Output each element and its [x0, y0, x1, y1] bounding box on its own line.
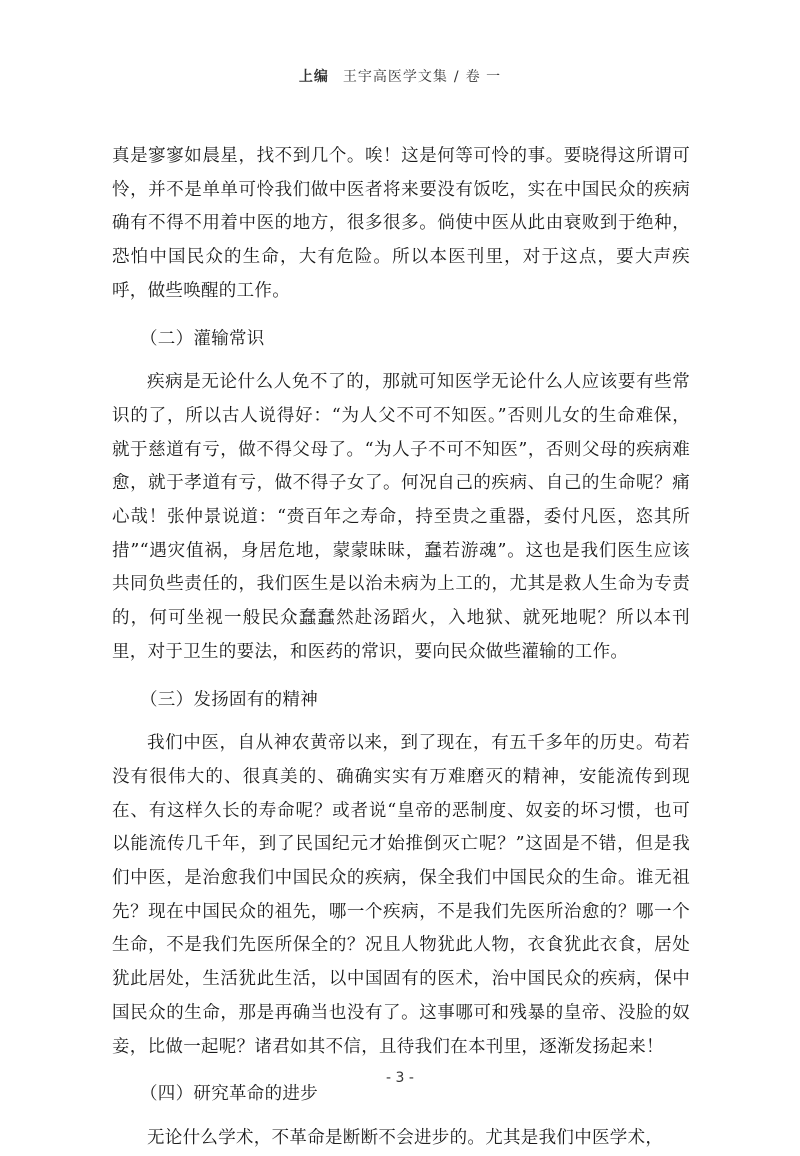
paragraph-common-knowledge: 疾病是无论什么人免不了的，那就可知医学无论什么人应该要有些常识的了，所以古人说得好：“为人父不可不知医。”否则儿女的生命难保，就于慈道有亏，做不得父母了。“为人子不可不知医”，否则父母的疾病难愈，就于孝道有亏，做不得子女了。何况自己的疾病、自己的生命呢？痛心哉！张仲景说道：“赍百年之寿命，持至贵之重器，委付凡医，恣其所措”“遇灾值祸，身居危地，蒙蒙昧昧，蠢若游魂”。这也是我们医生应该共同负些责任的，我们医生是以治未病为上工的，尤其是救人生命为专责的，何可坐视一般民众蠢蠢然赴汤蹈火，入地狱、就死地呢？所以本刊里，对于卫生的要法，和医药的常识，要向民众做些灌输的工作。	[112, 372, 690, 662]
header-book-title: 王宇高医学文集	[342, 69, 448, 85]
section-heading-4: （四）研究革命的进步	[140, 1084, 318, 1105]
running-header	[0, 66, 800, 86]
paragraph-inherent-spirit: 我们中医，自从神农黄帝以来，到了现在，有五千多年的历史。苟若没有很伟大的、很真美的、确确实实有万难磨灭的精神，安能流传到现在、有这样久长的寿命呢？或者说“皇帝的恶制度、奴妾的坏习惯，也可以能流传几千年，到了民国纪元才始推倒灭亡呢？”这固是不错，但是我们中医，是治愈我们中国民众的疾病，保全我们中国民众的生命。谁无祖先？现在中国民众的祖先，哪一个疾病，不是我们先医所治愈的？哪一个生命，不是我们先医所保全的？况且人物犹此人物，衣食犹此衣食，居处犹此居处，生活犹此生活，以中国固有的医术，治中国民众的疾病，保中国民众的生命，那是再确当也没有了。这事哪可和残暴的皇帝、没脸的奴妾，比做一起呢？诸君如其不信，且待我们在本刊里，逐渐发扬起来！	[112, 733, 690, 1057]
header-volume: 卷 一	[465, 69, 502, 85]
section-heading-2: （二）灌输常识	[140, 328, 265, 349]
paragraph-continued: 真是寥寥如晨星，找不到几个。唉！这是何等可怜的事。要晓得这所谓可怜，并不是单单可怜我们做中医者将来要没有饭吃，实在中国民众的疾病确有不得不用着中医的地方，很多很多。倘使中医从此由衰败到于绝种，恐怕中国民众的生命，大有危险。所以本医刊里，对于这点，要大声疾呼，做些唤醒的工作。	[112, 146, 690, 301]
header-section: 上编	[298, 69, 329, 85]
paragraph-revolution-progress: 无论什么学术，不革命是断断不会进步的。尤其是我们中医学术，	[147, 1127, 664, 1148]
page-number: - 3 -	[386, 1070, 414, 1086]
section-heading-3: （三）发扬固有的精神	[140, 689, 318, 710]
page-body	[112, 140, 690, 1156]
header-separator: /	[453, 69, 460, 85]
